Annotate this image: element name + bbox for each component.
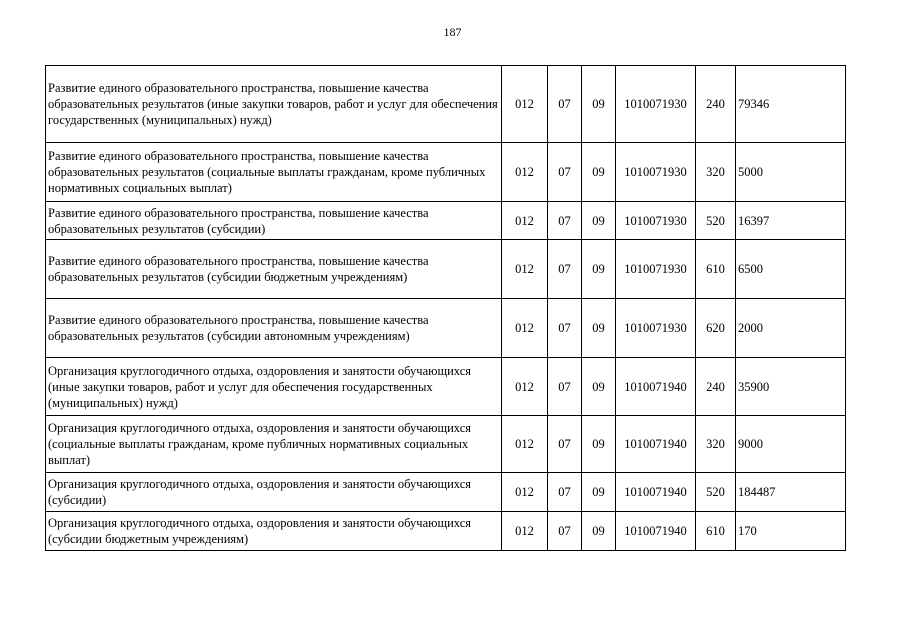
amount-value: 170 [736, 512, 846, 551]
table-row [46, 416, 846, 473]
budget-table [45, 65, 846, 551]
amount-value: 9000 [736, 416, 846, 473]
subsection-code: 09 [582, 299, 616, 358]
subsection-code: 09 [582, 512, 616, 551]
ministry-code: 012 [502, 358, 548, 416]
table-row [46, 143, 846, 202]
ministry-code: 012 [502, 512, 548, 551]
ministry-code: 012 [502, 202, 548, 240]
expense-type-code: 610 [696, 240, 736, 299]
amount-value: 6500 [736, 240, 846, 299]
section-code: 07 [548, 416, 582, 473]
subsection-code: 09 [582, 143, 616, 202]
section-code: 07 [548, 299, 582, 358]
expense-description: Организация круглогодичного отдыха, оздоровления и занятости обучающихся (субсидии) [46, 473, 502, 512]
section-code: 07 [548, 66, 582, 143]
section-code: 07 [548, 473, 582, 512]
section-code: 07 [548, 202, 582, 240]
subsection-code: 09 [582, 202, 616, 240]
expense-type-code: 520 [696, 202, 736, 240]
subsection-code: 09 [582, 473, 616, 512]
expense-type-code: 240 [696, 358, 736, 416]
table-row [46, 299, 846, 358]
section-code: 07 [548, 358, 582, 416]
expense-type-code: 620 [696, 299, 736, 358]
expense-type-code: 320 [696, 416, 736, 473]
amount-value: 184487 [736, 473, 846, 512]
table-row [46, 66, 846, 143]
section-code: 07 [548, 240, 582, 299]
section-code: 07 [548, 143, 582, 202]
expense-description: Организация круглогодичного отдыха, оздоровления и занятости обучающихся (иные закупки товаров, работ и услуг для обеспечения государственных (муниципальных) нужд) [46, 358, 502, 416]
amount-value: 35900 [736, 358, 846, 416]
target-article-code: 1010071930 [616, 202, 696, 240]
target-article-code: 1010071930 [616, 299, 696, 358]
target-article-code: 1010071940 [616, 416, 696, 473]
expense-description: Развитие единого образовательного пространства, повышение качества образовательных результатов (субсидии автономным учреждениям) [46, 299, 502, 358]
page-number: 187 [443, 25, 462, 39]
table-row [46, 202, 846, 240]
amount-value: 79346 [736, 66, 846, 143]
expense-type-code: 240 [696, 66, 736, 143]
ministry-code: 012 [502, 240, 548, 299]
ministry-code: 012 [502, 66, 548, 143]
table-row [46, 512, 846, 551]
amount-value: 16397 [736, 202, 846, 240]
table-row [46, 358, 846, 416]
subsection-code: 09 [582, 416, 616, 473]
target-article-code: 1010071930 [616, 240, 696, 299]
target-article-code: 1010071930 [616, 143, 696, 202]
amount-value: 2000 [736, 299, 846, 358]
table-row [46, 473, 846, 512]
ministry-code: 012 [502, 299, 548, 358]
expense-type-code: 520 [696, 473, 736, 512]
target-article-code: 1010071930 [616, 66, 696, 143]
expense-description: Развитие единого образовательного пространства, повышение качества образовательных результатов (социальные выплаты гражданам, кроме публичных нормативных социальных выплат) [46, 143, 502, 202]
target-article-code: 1010071940 [616, 512, 696, 551]
ministry-code: 012 [502, 143, 548, 202]
table-row [46, 240, 846, 299]
expense-type-code: 610 [696, 512, 736, 551]
expense-description: Развитие единого образовательного пространства, повышение качества образовательных результатов (иные закупки товаров, работ и услуг для обеспечения государственных (муниципальных) нужд) [46, 66, 502, 143]
expense-description: Организация круглогодичного отдыха, оздоровления и занятости обучающихся (субсидии бюджетным учреждениям) [46, 512, 502, 551]
subsection-code: 09 [582, 240, 616, 299]
expense-type-code: 320 [696, 143, 736, 202]
subsection-code: 09 [582, 358, 616, 416]
section-code: 07 [548, 512, 582, 551]
target-article-code: 1010071940 [616, 473, 696, 512]
ministry-code: 012 [502, 473, 548, 512]
amount-value: 5000 [736, 143, 846, 202]
expense-description: Развитие единого образовательного пространства, повышение качества образовательных результатов (субсидии бюджетным учреждениям) [46, 240, 502, 299]
subsection-code: 09 [582, 66, 616, 143]
expense-description: Развитие единого образовательного пространства, повышение качества образовательных результатов (субсидии) [46, 202, 502, 240]
ministry-code: 012 [502, 416, 548, 473]
expense-description: Организация круглогодичного отдыха, оздоровления и занятости обучающихся (социальные выплаты гражданам, кроме публичных нормативных социальных выплат) [46, 416, 502, 473]
target-article-code: 1010071940 [616, 358, 696, 416]
